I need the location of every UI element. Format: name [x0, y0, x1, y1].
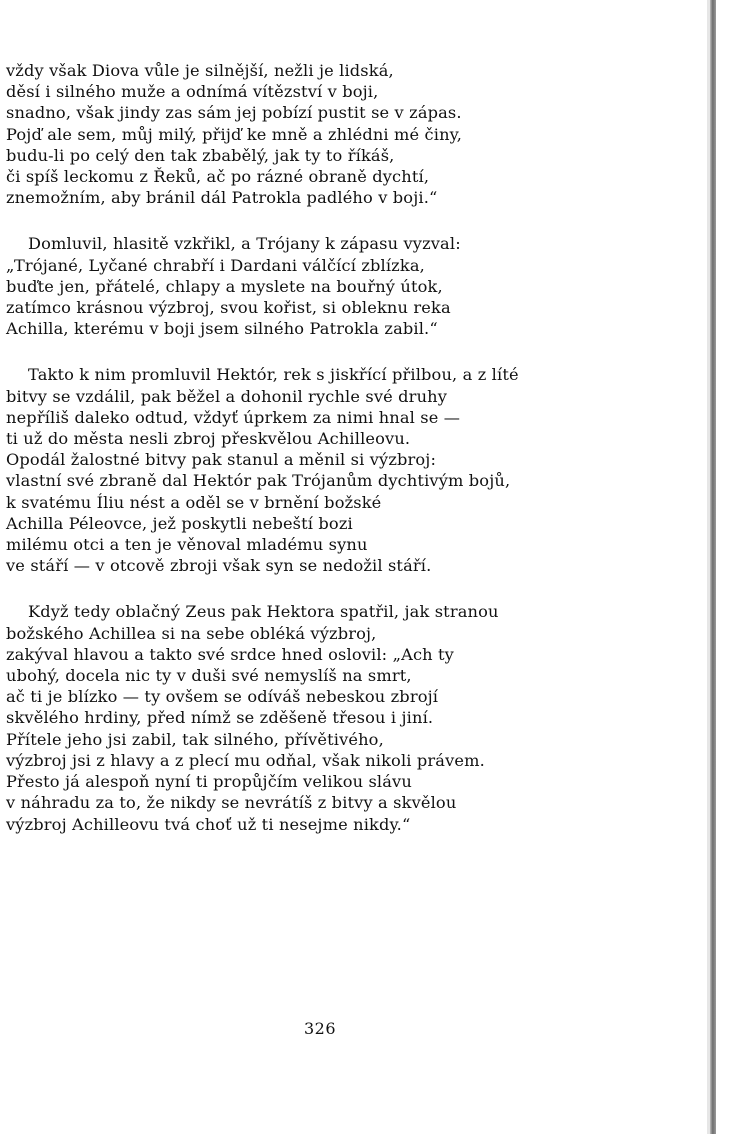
text-line: Achilla, kterému v boji jsem silného Patrokla zabil.“	[6, 319, 438, 339]
text-line: vždy však Diova vůle je silnější, nežli je lidská,	[6, 61, 394, 80]
text-line: Domluvil, hlasitě vzkřikl, a Trójany k zápasu vyzval:	[28, 234, 461, 254]
paragraph	[6, 233, 646, 339]
text-line: skvělého hrdiny, před nímž se zděšeně třesou i jiní.	[6, 708, 434, 728]
text-line: výzbroj Achilleovu tvá choť už ti nesejme nikdy.“	[6, 814, 411, 834]
text-line: zakýval hlavou a takto své srdce hned oslovil: „Ach ty	[6, 644, 454, 664]
text-line: či spíš leckomu z Řeků, ač po rázné obraně dychtí,	[6, 167, 430, 187]
text-line: vlastní své zbraně dal Hektór pak Trójanům dychtivým bojů,	[6, 471, 511, 491]
text-line: znemožním, aby bránil dál Patrokla padlého v boji.“	[6, 188, 438, 208]
text-line: děsí i silného muže a odnímá vítězství v boji,	[6, 82, 379, 102]
text-line: Opodál žalostné bitvy pak stanul a měnil si výzbroj:	[6, 450, 437, 470]
text-line: ubohý, docela nic ty v duši své nemyslíš na smrt,	[6, 666, 412, 686]
text-line: nepříliš daleko odtud, vždyť úprkem za nimi hnal se —	[6, 407, 461, 427]
text-line: Achilla Péleovce, jež poskytli nebeští bozi	[6, 513, 353, 533]
text-line: bitvy se vzdálil, pak běžel a dohonil rychle své druhy	[6, 386, 448, 406]
text-line: zatímco krásnou výzbroj, svou kořist, si obleknu reka	[6, 298, 451, 318]
text-line: milému otci a ten je věnoval mladému synu	[6, 535, 368, 555]
page-text-block	[6, 60, 646, 835]
text-line: „Trójané, Lyčané chrabří i Dardani válčící zblízka,	[6, 255, 425, 275]
text-line: Přesto já alespoň nyní ti propůjčím velikou slávu	[6, 772, 412, 792]
text-line: Takto k nim promluvil Hektór, rek s jiskřící přilbou, a z líté	[28, 365, 519, 385]
text-line: Přítele jeho jsi zabil, tak silného, přívětivého,	[6, 729, 384, 749]
text-line: k svatému Íliu nést a oděl se v brnění božské	[6, 492, 382, 512]
text-line: ti už do města nesli zbroj přeskvělou Achilleovu.	[6, 429, 411, 449]
text-line: Když tedy oblačný Zeus pak Hektora spatřil, jak stranou	[28, 602, 499, 622]
text-line: ač ti je blízko — ty ovšem se odíváš nebeskou zbrojí	[6, 687, 439, 707]
text-line: božského Achillea si na sebe obléká výzbroj,	[6, 623, 377, 643]
paragraph	[6, 60, 646, 208]
text-line: Pojď ale sem, můj milý, přijď ke mně a zhlédni mé činy,	[6, 124, 463, 144]
text-line: buďte jen, přátelé, chlapy a myslete na bouřný útok,	[6, 276, 443, 296]
text-line: výzbroj jsi z hlavy a z plecí mu odňal, však nikoli právem.	[6, 750, 485, 770]
text-line: ve stáří — v otcově zbroji však syn se nedožil stáří.	[6, 556, 432, 576]
paragraph	[6, 364, 646, 576]
paragraph	[6, 601, 646, 834]
book-spine-edge	[710, 0, 716, 1134]
text-line: budu-li po celý den tak zbabělý, jak ty to říkáš,	[6, 145, 395, 165]
page-number: 326	[303, 1019, 337, 1038]
text-line: v náhradu za to, že nikdy se nevrátíš z bitvy a skvělou	[6, 793, 457, 813]
text-line: snadno, však jindy zas sám jej pobízí pustit se v zápas.	[6, 103, 462, 123]
